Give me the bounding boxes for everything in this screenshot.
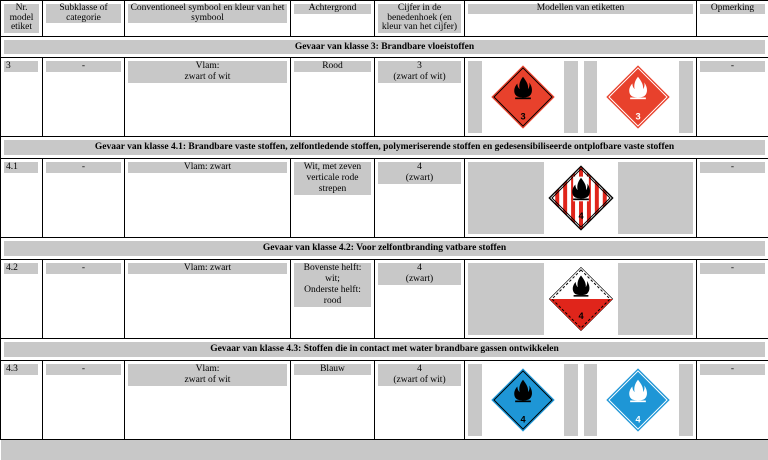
- header-achtergrond: Achtergrond: [291, 1, 375, 37]
- model-labels: [468, 263, 693, 335]
- hazard-label-blue-black: [490, 367, 556, 433]
- symbool-text: Vlam: zwart: [182, 162, 233, 173]
- label-image: [544, 263, 618, 335]
- symbool-text: Vlam: zwart: [182, 263, 233, 274]
- hazard-label-white-red: [548, 266, 614, 332]
- label-image: [544, 162, 618, 234]
- cijfer-cell: [375, 361, 465, 440]
- modellen-cell: [465, 58, 697, 137]
- model-labels: [468, 162, 693, 234]
- svg-text:4: 4: [520, 415, 526, 425]
- table-row: [1, 260, 768, 339]
- subklasse-cell: -: [43, 361, 125, 440]
- symbool-cell: [125, 58, 291, 137]
- modellen-cell: [465, 361, 697, 440]
- table-row: [1, 361, 768, 440]
- header-nr: Nr. model etiket: [1, 1, 43, 37]
- subklasse-cell: -: [43, 260, 125, 339]
- label-image: [482, 61, 564, 133]
- cijfer-color: (zwart of wit): [378, 72, 461, 83]
- achtergrond-cell: [291, 361, 375, 440]
- nr-cell: 4.2: [1, 260, 43, 339]
- hazard-label-red-white: [605, 64, 671, 130]
- footer-band: [1, 440, 768, 460]
- hazard-label-red-black: [490, 64, 556, 130]
- subklasse-cell: -: [43, 58, 125, 137]
- symbool-text: Vlam:: [194, 61, 222, 72]
- achtergrond-line: strepen: [294, 184, 371, 195]
- achtergrond-line: Bovenste helft:: [294, 263, 371, 274]
- model-labels: [468, 364, 693, 436]
- subklasse-cell: -: [43, 159, 125, 238]
- modellen-cell: [465, 159, 697, 238]
- opmerking-cell: -: [697, 260, 768, 339]
- table-row: [1, 159, 768, 238]
- symbool-cell: [125, 260, 291, 339]
- achtergrond-line: wit;: [294, 274, 371, 285]
- section-title: Gevaar van klasse 4.3: Stoffen die in contact met water brandbare gassen ontwikkelen: [1, 339, 768, 361]
- nr-cell: 4.1: [1, 159, 43, 238]
- achtergrond-cell: [291, 159, 375, 238]
- header-modellen: Modellen van etiketten: [465, 1, 697, 37]
- model-labels: [468, 61, 693, 133]
- header-cijfer: Cijfer in de benedenhoek (en kleur van het cijfer): [375, 1, 465, 37]
- achtergrond-cell: [291, 58, 375, 137]
- svg-text:3: 3: [520, 112, 525, 122]
- label-image: [597, 61, 679, 133]
- header-row: [1, 1, 768, 37]
- nr-cell: 4.3: [1, 361, 43, 440]
- opmerking-cell: -: [697, 159, 768, 238]
- cijfer-color: (zwart): [378, 274, 461, 285]
- section-title-row: [1, 36, 768, 58]
- cijfer-cell: [375, 260, 465, 339]
- opmerking-cell: -: [697, 58, 768, 137]
- section-title: Gevaar van klasse 4.2: Voor zelfontbranding vatbare stoffen: [1, 238, 768, 260]
- header-symbool: Conventioneel symbool en kleur van het symbool: [125, 1, 291, 37]
- table-row: [1, 58, 768, 137]
- hazard-label-blue-white: [605, 367, 671, 433]
- hazard-label-striped: [548, 165, 614, 231]
- cijfer-cell: [375, 58, 465, 137]
- svg-text:4: 4: [636, 415, 642, 425]
- cijfer-color: (zwart of wit): [378, 375, 461, 386]
- achtergrond-line: Onderste helft:: [294, 285, 371, 296]
- symbool-text-2: zwart of wit: [183, 375, 233, 386]
- header-subklasse: Subklasse of categorie: [43, 1, 125, 37]
- symbool-cell: [125, 159, 291, 238]
- opmerking-cell: -: [697, 361, 768, 440]
- symbool-text: Vlam:: [194, 364, 222, 375]
- symbool-cell: [125, 361, 291, 440]
- header-opmerking: Opmerking: [697, 1, 768, 37]
- cijfer-digit: 3: [378, 61, 461, 72]
- label-image: [482, 364, 564, 436]
- cijfer-digit: 4: [378, 162, 461, 173]
- svg-text:3: 3: [636, 112, 641, 122]
- svg-text:4: 4: [578, 311, 584, 321]
- cijfer-digit: 4: [378, 263, 461, 274]
- cijfer-cell: [375, 159, 465, 238]
- achtergrond-line: rood: [294, 296, 371, 307]
- section-title: Gevaar van klasse 3: Brandbare vloeistoffen: [1, 36, 768, 58]
- section-title: Gevaar van klasse 4.1: Brandbare vaste stoffen, zelfontledende stoffen, polymeriserende stoffen en gedesensibiliseerde ontplofbare vaste stoffen: [1, 137, 768, 159]
- cijfer-color: (zwart): [378, 173, 461, 184]
- symbool-text-2: zwart of wit: [183, 72, 233, 83]
- cijfer-digit: 4: [378, 364, 461, 375]
- section-title-row: [1, 238, 768, 260]
- achtergrond-line: verticale rode: [294, 173, 371, 184]
- achtergrond-line: Wit, met zeven: [294, 162, 371, 173]
- label-image: [597, 364, 679, 436]
- svg-text:4: 4: [578, 211, 584, 221]
- achtergrond-line: Blauw: [294, 364, 371, 375]
- modellen-cell: [465, 260, 697, 339]
- nr-cell: 3: [1, 58, 43, 137]
- section-title-row: [1, 339, 768, 361]
- achtergrond-cell: [291, 260, 375, 339]
- section-title-row: [1, 137, 768, 159]
- achtergrond-line: Rood: [294, 61, 371, 72]
